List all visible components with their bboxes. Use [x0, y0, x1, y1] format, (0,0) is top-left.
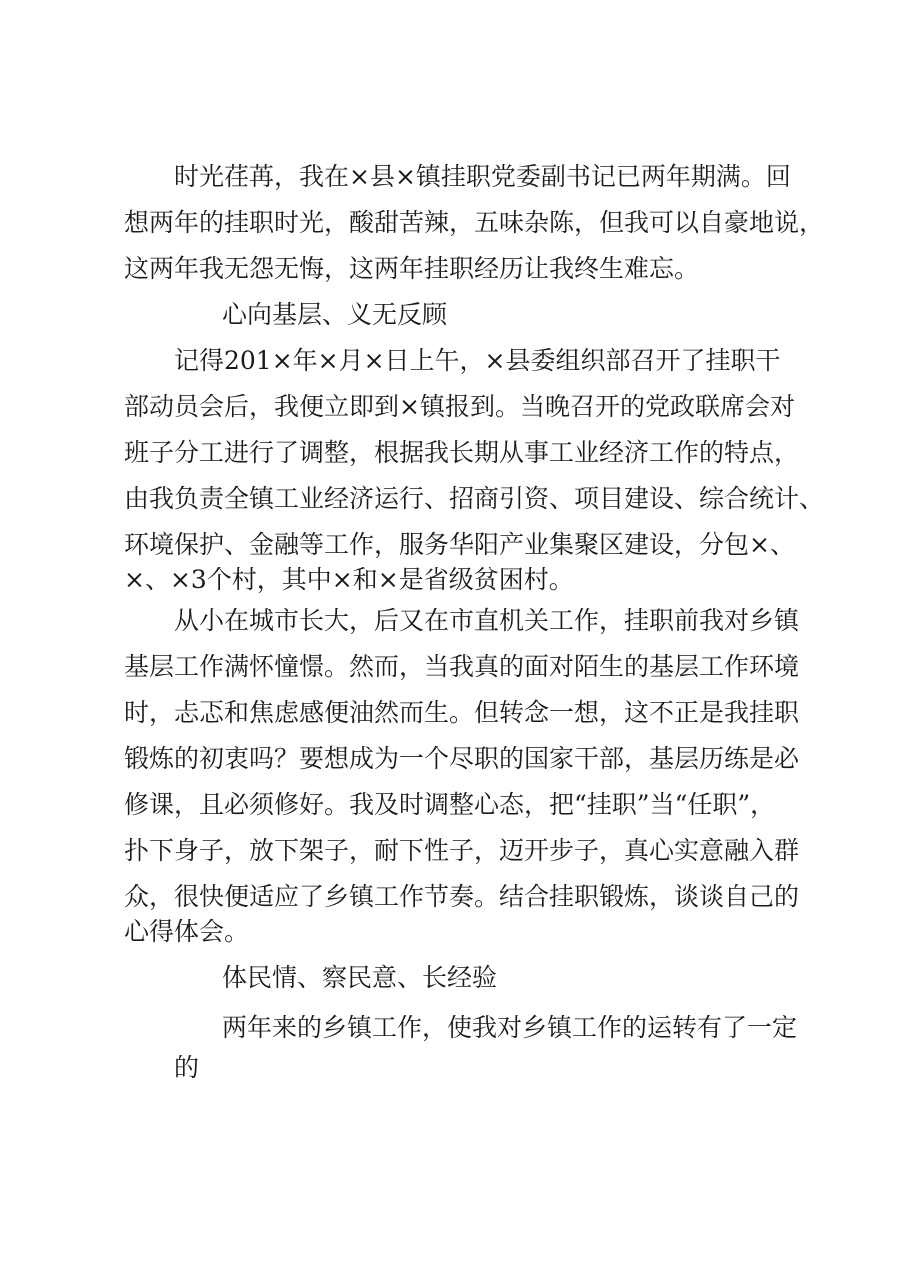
paragraph-4-line-2: 的: [174, 1053, 200, 1082]
paragraph-2-line-3: 班子分工进行了调整，根据我长期从事工业经济工作的特点，: [124, 438, 800, 467]
paragraph-3-line-8: 心得体会。: [124, 917, 250, 946]
paragraph-1-line-2: 想两年的挂职时光，酸甜苦辣，五味杂陈，但我可以自豪地说，: [124, 208, 825, 237]
paragraph-2-line-1: 记得201×年×月×日上午，×县委组织部召开了挂职干: [174, 346, 781, 375]
paragraph-2-line-5: 环境保护、金融等工作，服务华阳产业集聚区建设，分包×、: [124, 530, 795, 559]
paragraph-3-line-1: 从小在城市长大，后又在市直机关工作，挂职前我对乡镇: [174, 606, 800, 635]
section-heading-2: 体民情、察民意、长经验: [222, 963, 498, 992]
section-heading-1: 心向基层、义无反顾: [222, 300, 448, 329]
paragraph-2-line-2: 部动员会后，我便立即到×镇报到。当晚召开的党政联席会对: [124, 392, 795, 421]
paragraph-2-line-4: 由我负责全镇工业经济运行、招商引资、项目建设、综合统计、: [124, 484, 825, 513]
paragraph-2-line-6: ×、×3个村，其中×和×是省级贫困村。: [124, 565, 574, 594]
paragraph-4-line-1: 两年来的乡镇工作，使我对乡镇工作的运转有了一定: [222, 1013, 798, 1042]
paragraph-1-line-1: 时光荏苒，我在×县×镇挂职党委副书记已两年期满。回: [174, 162, 791, 191]
paragraph-3-line-7: 众，很快便适应了乡镇工作节奏。结合挂职锻炼，谈谈自己的: [124, 882, 800, 911]
paragraph-3-line-2: 基层工作满怀憧憬。然而，当我真的面对陌生的基层工作环境: [124, 652, 800, 681]
paragraph-3-line-3: 时，忐忑和焦虑感便油然而生。但转念一想，这不正是我挂职: [124, 698, 800, 727]
paragraph-3-line-6: 扑下身子，放下架子，耐下性子，迈开步子，真心实意融入群: [124, 836, 800, 865]
paragraph-3-line-5: 修课，且必须修好。我及时调整心态，把“挂职”当“任职”，: [124, 790, 776, 819]
paragraph-3-line-4: 锻炼的初衷吗？要想成为一个尽职的国家干部，基层历练是必: [124, 744, 800, 773]
paragraph-1-line-3: 这两年我无怨无悔，这两年挂职经历让我终生难忘。: [124, 254, 700, 283]
